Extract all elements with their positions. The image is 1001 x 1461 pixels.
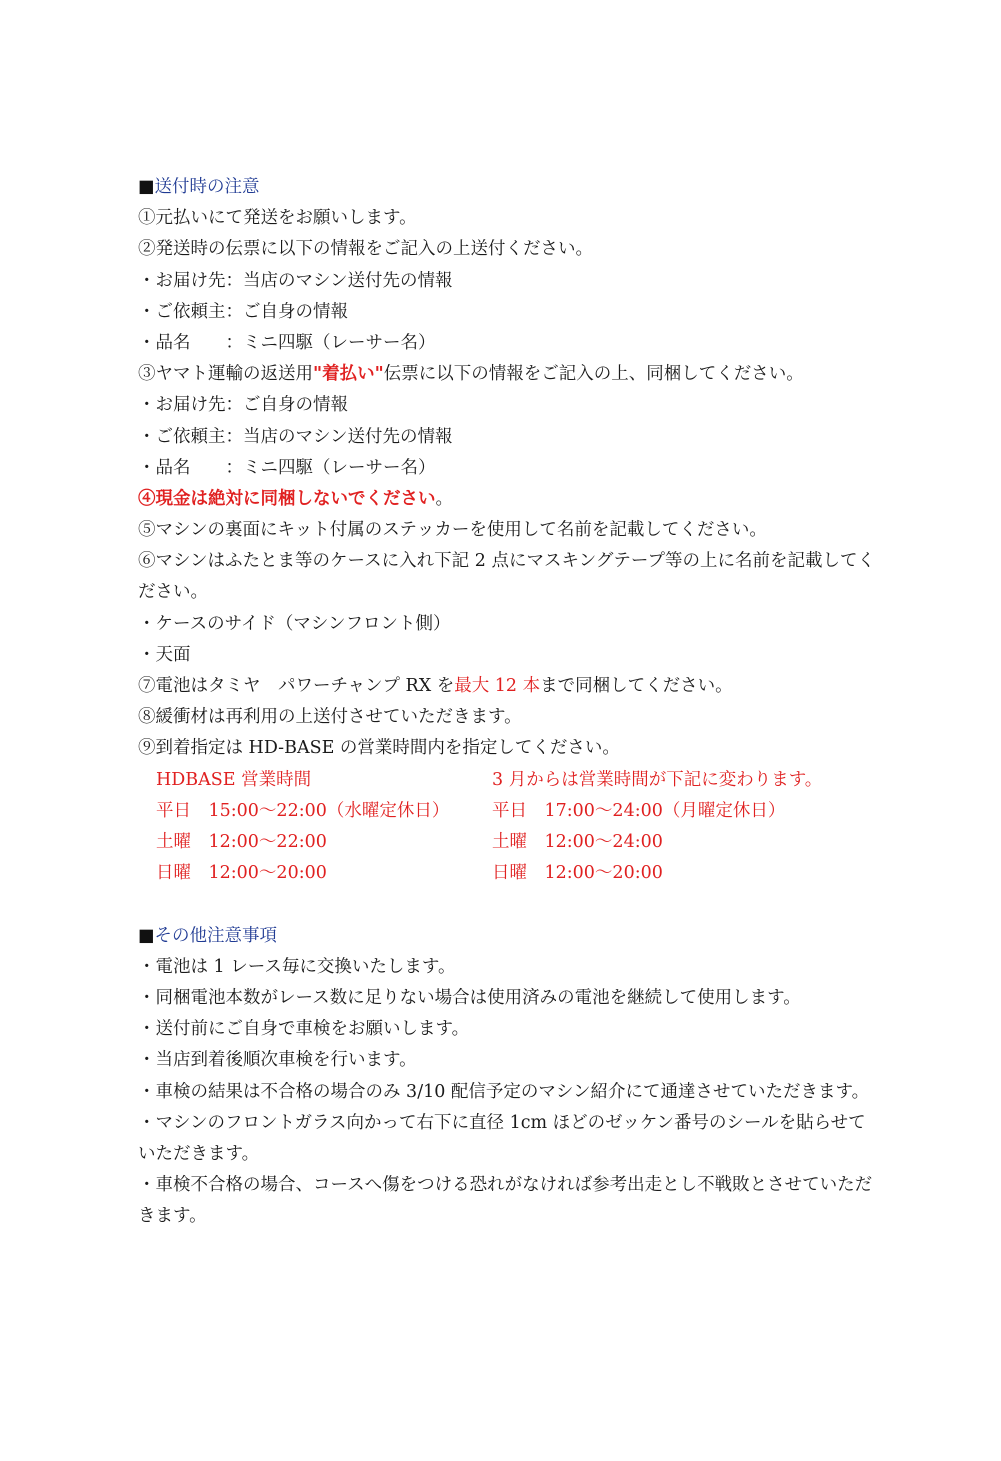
business-hours-block [138, 765, 878, 890]
hours-title: HDBASE 営業時間 [156, 769, 312, 790]
instruction-item-5: ⑤マシンの裏面にキット付属のステッカーを使用して名前を記載してください。 [138, 520, 767, 541]
instruction-item-2: ②発送時の伝票に以下の情報をご記入の上送付ください。 [138, 239, 593, 260]
square-bullet-icon: ■ [138, 925, 155, 946]
hours-weekday: 平日 17:00〜24:00（月曜定休日） [492, 800, 786, 821]
instruction-item-1: ①元払いにて発送をお願いします。 [138, 208, 417, 229]
item-text: ⑦電池はタミヤ パワーチャンプ RX を [138, 676, 455, 697]
section-heading-shipping [138, 172, 878, 203]
document-page [138, 172, 878, 1233]
note-item: ・車検不合格の場合、コースへ傷をつける恐れがなければ参考出走とし不戦敗とさせていただきます。 [138, 1175, 873, 1227]
hours-saturday: 土曜 12:00〜22:00 [156, 831, 327, 852]
cod-emphasis: "着払い" [313, 364, 384, 385]
hours-sunday: 日曜 12:00〜20:00 [492, 863, 663, 884]
square-bullet-icon: ■ [138, 177, 155, 197]
sub-item: ・お届け先：ご自身の情報 [138, 395, 348, 416]
hours-title: 3 月からは営業時間が下記に変わります。 [492, 769, 823, 790]
hours-saturday: 土曜 12:00〜24:00 [492, 831, 663, 852]
item-text: 。 [435, 488, 453, 509]
note-item: ・電池は 1 レース毎に交換いたします。 [138, 956, 456, 977]
note-item: ・マシンのフロントガラス向かって右下に直径 1cm ほどのゼッケン番号のシールを貼らせていただきます。 [138, 1112, 866, 1164]
instruction-item-6: ⑥マシンはふたとま等のケースに入れ下記 2 点にマスキングテープ等の上に名前を記載してください。 [138, 551, 876, 603]
no-cash-warning: ④現金は絶対に同梱しないでください [138, 488, 436, 509]
item-text: まで同梱してください。 [540, 676, 733, 697]
sub-item: ・品名 ：ミニ四駆（レーサー名） [138, 457, 436, 478]
section-spacer [138, 889, 878, 920]
sub-item: ・ご依頼主：ご自身の情報 [138, 301, 348, 322]
instruction-item-4 [138, 484, 878, 515]
item-text: 伝票に以下の情報をご記入の上、同梱してください。 [383, 364, 804, 385]
battery-limit: 最大 12 本 [454, 676, 541, 697]
sub-item: ・天面 [138, 644, 191, 665]
sub-item: ・ケースのサイド（マシンフロント側） [138, 613, 451, 634]
instruction-item-3 [138, 359, 878, 390]
instruction-item-7 [138, 671, 878, 702]
note-item: ・車検の結果は不合格の場合のみ 3/10 配信予定のマシン紹介にて通達させていただきます。 [138, 1081, 870, 1102]
section-title: その他注意事項 [154, 925, 278, 946]
item-text: ③ヤマト運輸の返送用 [138, 364, 313, 385]
new-hours [492, 765, 822, 890]
note-item: ・送付前にご自身で車検をお願いします。 [138, 1019, 470, 1040]
note-item: ・同梱電池本数がレース数に足りない場合は使用済みの電池を継続して使用します。 [138, 987, 801, 1008]
section-heading-other [138, 921, 878, 952]
instruction-item-8: ⑧緩衝材は再利用の上送付させていただきます。 [138, 707, 522, 728]
instruction-item-9: ⑨到着指定は HD-BASE の営業時間内を指定してください。 [138, 738, 620, 759]
sub-item: ・お届け先：当店のマシン送付先の情報 [138, 270, 453, 291]
hours-weekday: 平日 15:00〜22:00（水曜定休日） [156, 800, 450, 821]
sub-item: ・品名 ：ミニ四駆（レーサー名） [138, 332, 436, 353]
section-title: 送付時の注意 [154, 177, 260, 197]
note-item: ・当店到着後順次車検を行います。 [138, 1050, 417, 1071]
sub-item: ・ご依頼主：当店のマシン送付先の情報 [138, 426, 453, 447]
hours-sunday: 日曜 12:00〜20:00 [156, 863, 327, 884]
current-hours [156, 765, 449, 890]
